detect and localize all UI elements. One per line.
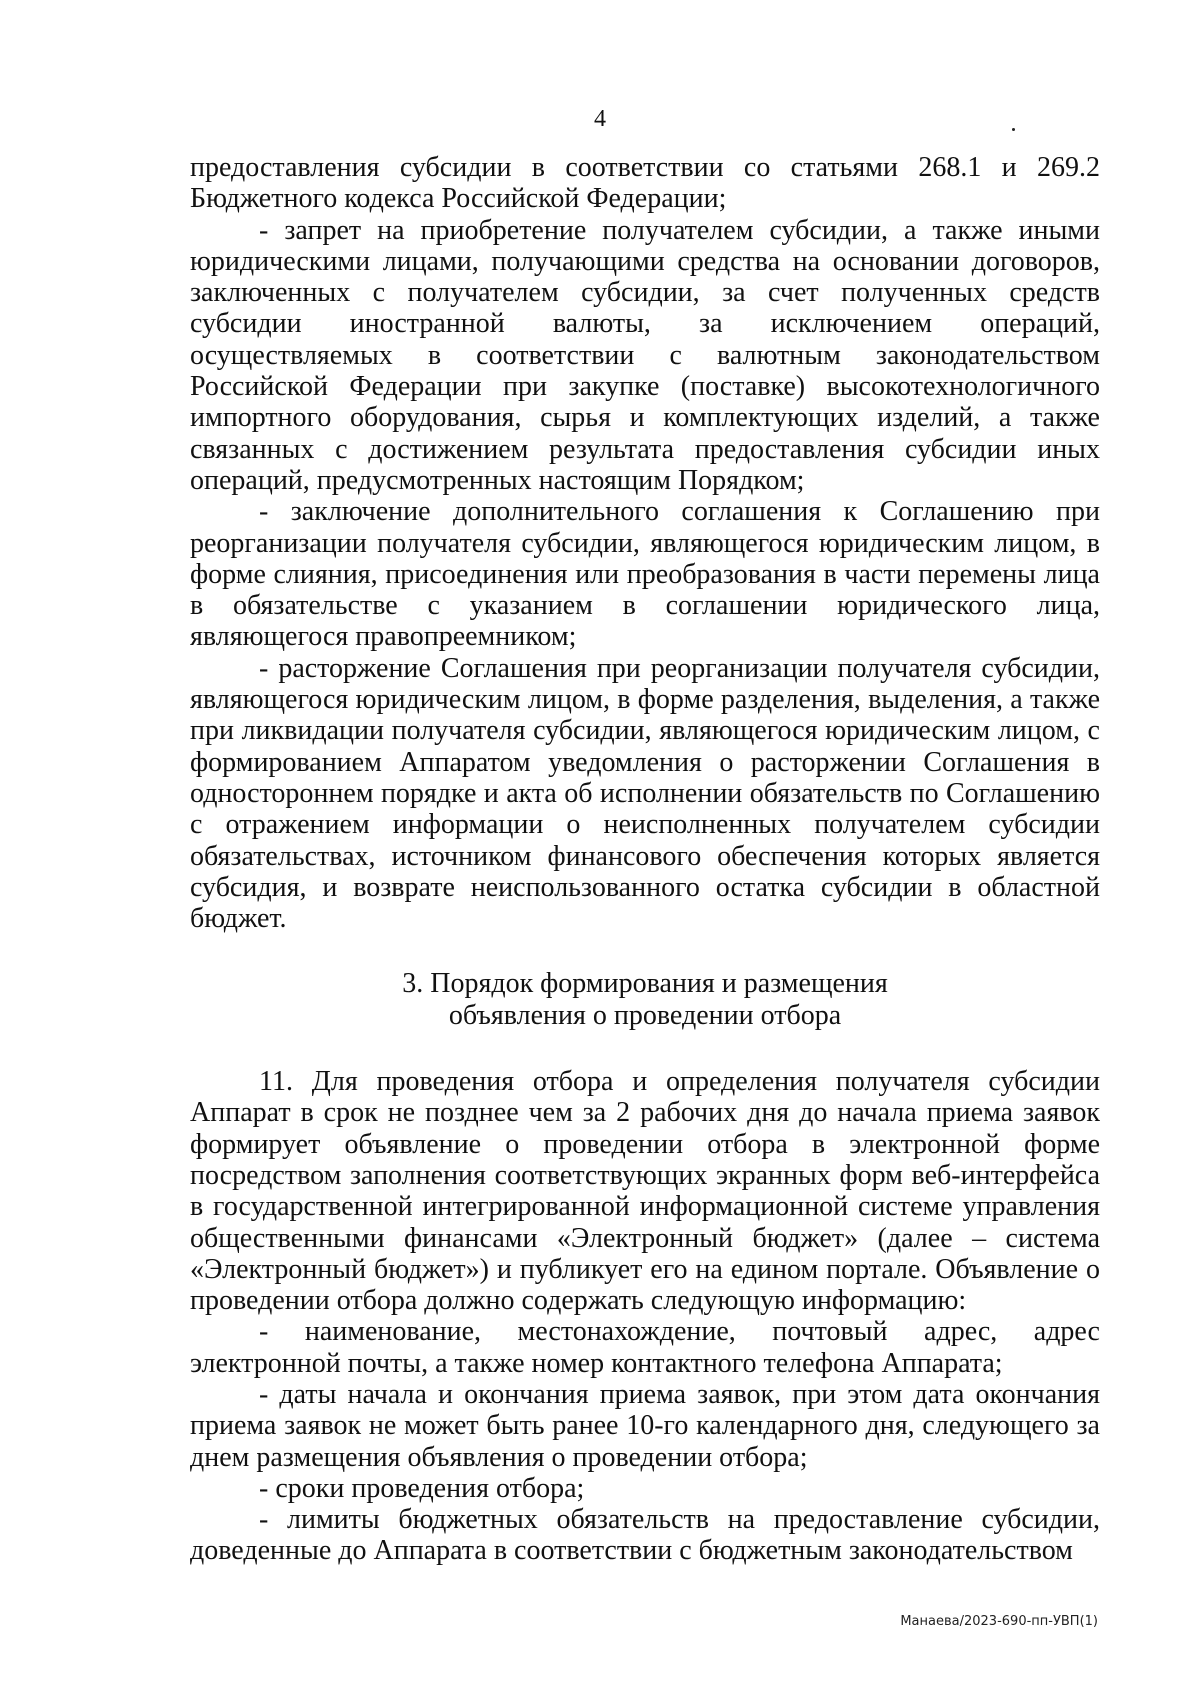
scan-artifact-dot bbox=[1012, 128, 1015, 131]
paragraph-supplementary-agreement: - заключение дополнительного соглашения к Соглашению при реорганизации получателя субсидии, являющегося юридическим лицом, в форме слияния, присоединения или преобразования в части перемены лица в обязательстве с указанием в соглашении юридического лица, являющегося правопреемником; bbox=[190, 496, 1100, 653]
page-number: 4 bbox=[594, 106, 606, 132]
section-heading-line-1: 3. Порядок формирования и размещения bbox=[402, 968, 888, 1000]
list-item-selection-terms: - сроки проведения отбора; bbox=[259, 1472, 585, 1504]
document-body bbox=[190, 152, 1100, 1567]
list-item-application-dates: - даты начала и окончания приема заявок, при этом дата окончания приема заявок не может быть ранее 10-го календарного дня, следующего за днем размещения объявления о проведении отбора; bbox=[190, 1378, 1100, 1473]
footer-document-code: Манаева/2023-690-пп-УВП(1) bbox=[900, 1614, 1098, 1629]
section-heading bbox=[190, 968, 1100, 1031]
section-after bbox=[190, 1066, 1100, 1567]
paragraph-item-11: 11. Для проведения отбора и определения получателя субсидии Аппарат в срок не позднее чем за 2 рабочих дня до начала приема заявок формирует объявление о проведении отбора в электронной форме посредством заполнения соответствующих экранных форм веб-интерфейса в государственной интегрированной информационной системе управления общественными финансами «Электронный бюджет» (далее – система «Электронный бюджет») и публикует его на едином портале. Объявление о проведении отбора должно содержать следующую информацию: bbox=[190, 1066, 1100, 1317]
paragraph-currency-ban: - запрет на приобретение получателем субсидии, а также иными юридическими лицами, получающими средства на основании договоров, заключенных с получателем субсидии, за счет полученных средств субсидии иностранной валюты, за исключением операций, осуществляемых в соответствии с валютным законодательством Российской Федерации при закупке (поставке) высокотехнологичного импортного оборудования, сырья и комплектующих изделий, а также связанных с достижением результата предоставления субсидии иных операций, предусмотренных настоящим Порядком; bbox=[190, 214, 1100, 496]
section-heading-line-2: объявления о проведении отбора bbox=[448, 999, 842, 1031]
paragraph-budget-code: предоставления субсидии в соответствии со статьями 268.1 и 269.2 Бюджетного кодекса Российской Федерации; bbox=[190, 152, 1100, 215]
section-before bbox=[190, 152, 1100, 934]
paragraph-agreement-termination: - расторжение Соглашения при реорганизации получателя субсидии, являющегося юридическим лицом, в форме разделения, выделения, а также при ликвидации получателя субсидии, являющегося юридическим лицом, с формированием Аппаратом уведомления о расторжении Соглашения в одностороннем порядке и акта об исполнении обязательств по Соглашению с отражением информации о неисполненных получателем субсидии обязательствах, источником финансового обеспечения которых является субсидия, и возврате неиспользованного остатка субсидии в областной бюджет. bbox=[190, 652, 1100, 935]
list-item-budget-limits: - лимиты бюджетных обязательств на предоставление субсидии, доведенные до Аппарата в соответствии с бюджетным законодательством bbox=[190, 1504, 1100, 1567]
list-item-contact-info: - наименование, местонахождение, почтовый адрес, адрес электронной почты, а также номер контактного телефона Аппарата; bbox=[190, 1316, 1100, 1379]
